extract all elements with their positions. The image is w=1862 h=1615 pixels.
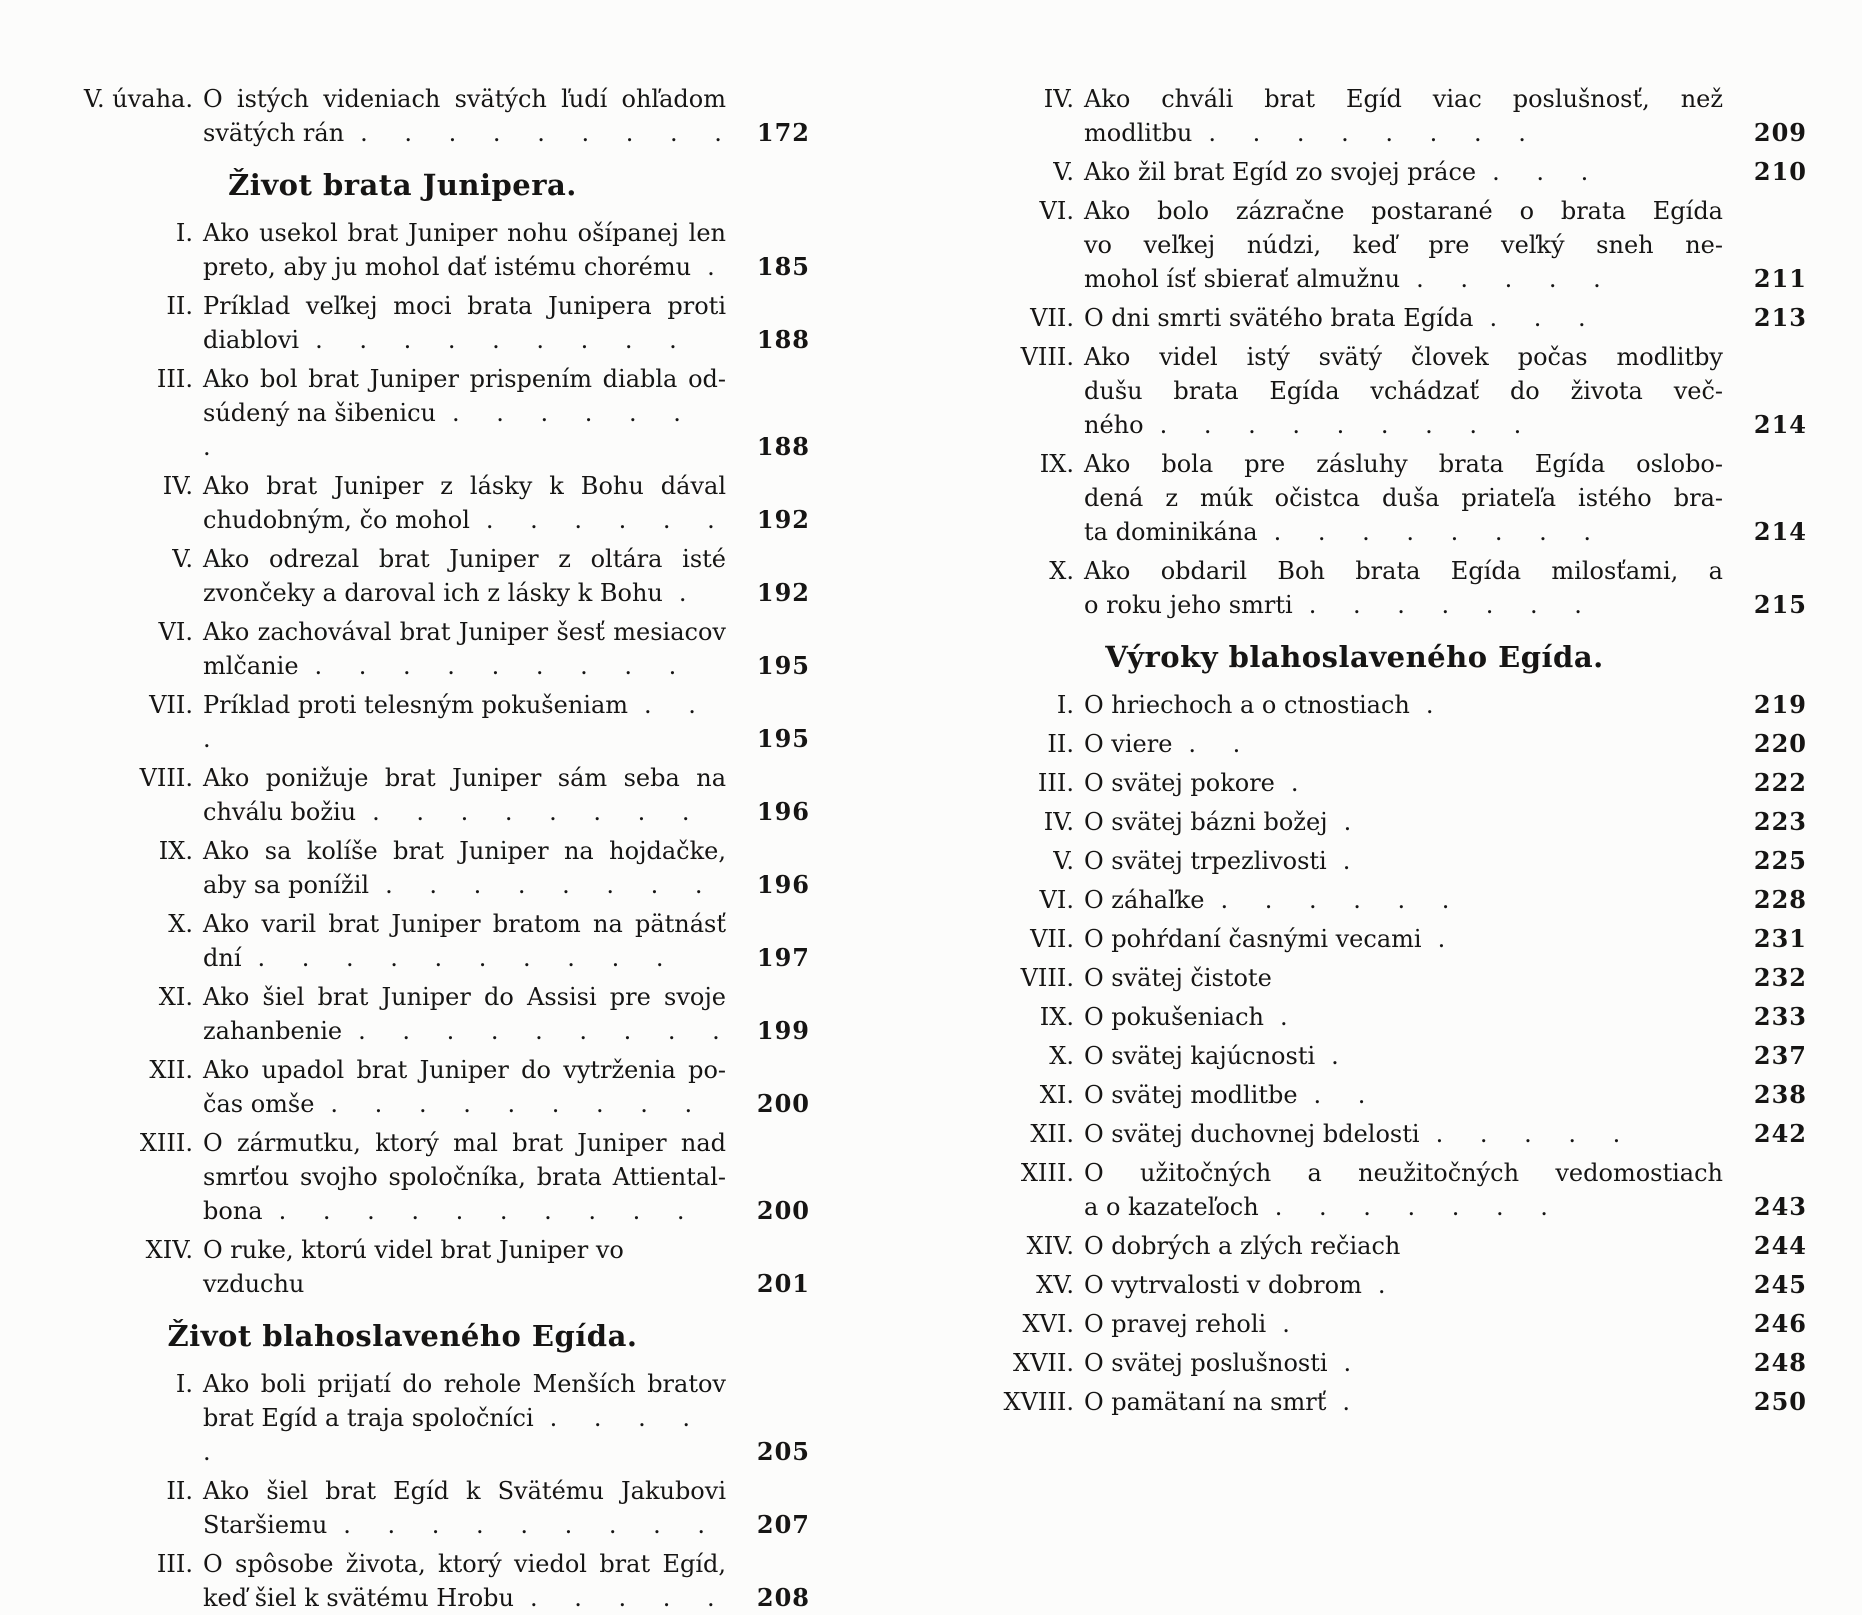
dot-leader: . . . . . . . . .	[314, 652, 678, 680]
toc-entry	[982, 805, 1807, 839]
entry-number: VII.	[1030, 304, 1074, 332]
entry-text-line: O dni smrti svätého brata Egída . . .	[1084, 304, 1587, 332]
page-number: 195	[756, 724, 810, 753]
dot-leader: . . . . . . . . .	[343, 1511, 706, 1539]
dot-leader: . .	[1188, 730, 1242, 758]
page-number: 208	[756, 1583, 810, 1612]
entry-text	[1084, 554, 1723, 622]
toc-entry	[982, 1156, 1807, 1224]
toc-entry	[982, 844, 1807, 878]
entry-text-line: O hriechoch a o ctnostiach .	[1084, 691, 1435, 719]
page-number: 172	[756, 118, 810, 147]
entry-number: I.	[175, 219, 193, 247]
entry-number: III.	[156, 365, 193, 393]
entry-number: IX.	[1039, 450, 1074, 478]
toc-entry	[982, 1268, 1807, 1302]
entry-text-line: Staršiemu . . . . . . . . .	[203, 1511, 706, 1539]
entry-text-line: keď šiel k svätému Hrobu . . . . .	[203, 1584, 716, 1612]
dot-leader: . . . . . . . .	[1208, 119, 1527, 147]
entry-text-line: O viere . .	[1084, 730, 1242, 758]
entry-number: III.	[1037, 769, 1074, 797]
dot-leader: . . . . . . . . . .	[257, 944, 665, 972]
entry-number: XIV.	[1026, 1232, 1074, 1260]
entry-text-line: Ako sa kolíše brat Juniper na hojdačke,	[203, 837, 726, 865]
entry-text	[1084, 883, 1723, 917]
entry-text-line: Ako videl istý svätý človek počas modlitby	[1084, 343, 1723, 371]
entry-text	[203, 542, 726, 610]
toc-entry	[982, 301, 1807, 335]
entry-text	[203, 1126, 726, 1228]
entry-number: II.	[166, 1477, 193, 1505]
dot-leader: . . . . . . . .	[1273, 518, 1593, 546]
dot-leader: .	[1343, 1349, 1353, 1377]
toc-entry	[982, 1307, 1807, 1341]
entry-text	[203, 362, 726, 464]
dot-leader: . . . . . . . . .	[315, 326, 678, 354]
entry-text-line: zahanbenie . . . . . . . . .	[203, 1017, 721, 1045]
entry-text	[1084, 1000, 1723, 1034]
page-number: 195	[756, 651, 810, 680]
page-number: 188	[756, 432, 810, 461]
dot-leader: .	[1282, 1310, 1291, 1338]
entry-number: XVIII.	[1003, 1388, 1074, 1416]
entry-number: VI.	[1039, 886, 1074, 914]
entry-text-line: Príklad proti telesným pokušeniam . . .	[203, 691, 697, 753]
entry-number: II.	[166, 292, 193, 320]
entry-text-line: O svätej pokore .	[1084, 769, 1300, 797]
entry-text-line: Ako bola pre zásluhy brata Egída oslobo-	[1084, 450, 1723, 478]
entry-text-line: O istých videniach svätých ľudí ohľadom	[203, 85, 726, 113]
entry-text	[203, 615, 726, 683]
dot-leader: .	[1331, 1042, 1340, 1070]
section-heading: Výroky blahoslaveného Egída.	[1105, 640, 1604, 674]
dot-leader: . . . . . . . . .	[358, 1017, 721, 1045]
toc-entry	[55, 216, 810, 284]
entry-text	[203, 469, 726, 537]
entry-text-line: Ako bolo zázračne postarané o brata Egída	[1084, 197, 1723, 225]
entry-text-line: O svätej trpezlivosti .	[1084, 847, 1352, 875]
entry-text-line: chválu božiu . . . . . . . .	[203, 798, 691, 826]
dot-leader: . . . . . . . . .	[1159, 411, 1523, 439]
page-number: 196	[756, 797, 810, 826]
entry-number: X.	[1049, 557, 1074, 585]
entry-text-line: diablovi . . . . . . . . .	[203, 326, 678, 354]
toc-entry	[982, 340, 1807, 442]
entry-text-line: dní . . . . . . . . . .	[203, 944, 665, 972]
entry-text	[1084, 1117, 1723, 1151]
entry-text	[1084, 1346, 1723, 1380]
toc-entry	[55, 1126, 810, 1228]
dot-leader: .	[1437, 925, 1447, 953]
page-number: 219	[1753, 690, 1807, 719]
dot-leader: . . . . . . . .	[385, 871, 704, 899]
entry-text	[203, 82, 726, 150]
toc-entry	[982, 727, 1807, 761]
entry-text	[203, 289, 726, 357]
toc-entry	[982, 554, 1807, 622]
entry-text	[203, 1367, 726, 1469]
dot-leader: . . . . . . . . .	[330, 1090, 694, 1118]
entry-number: VIII.	[1020, 964, 1074, 992]
entry-text-line: brat Egíd a traja spoločníci . . . . .	[203, 1404, 692, 1466]
page-number: 209	[1753, 118, 1807, 147]
page-number: 188	[756, 325, 810, 354]
entry-number: II.	[1047, 730, 1074, 758]
page-number: 214	[1753, 410, 1807, 439]
dot-leader: . . .	[203, 691, 697, 753]
page-number: 220	[1753, 729, 1807, 758]
toc-entry	[982, 1346, 1807, 1380]
page-number: 222	[1753, 768, 1807, 797]
entry-text-line: preto, aby ju mohol dať istému chorému .	[203, 253, 716, 281]
entry-text-line: dušu brata Egída vchádzať do života več-	[1084, 377, 1723, 405]
entry-text-line: Ako upadol brat Juniper do vytrženia po-	[203, 1056, 726, 1084]
toc-entry	[982, 1385, 1807, 1419]
entry-text-line: a o kazateľoch . . . . . . .	[1084, 1193, 1549, 1221]
entry-text	[1084, 194, 1723, 296]
entry-number: V. úvaha.	[83, 85, 193, 113]
entry-number: XIII.	[139, 1129, 193, 1157]
entry-number: VI.	[158, 618, 193, 646]
entry-text-line: modlitbu . . . . . . . .	[1084, 119, 1527, 147]
page-number: 237	[1753, 1041, 1807, 1070]
entry-text	[1084, 1156, 1723, 1224]
entry-text-line: bona . . . . . . . . . .	[203, 1197, 686, 1225]
entry-number: VI.	[1039, 197, 1074, 225]
dot-leader: . . .	[1489, 304, 1587, 332]
dot-leader: .	[1377, 1271, 1387, 1299]
entry-number: IV.	[1043, 808, 1074, 836]
entry-text-line: O záhaľke . . . . . .	[1084, 886, 1451, 914]
entry-text-line: O pravej reholi .	[1084, 1310, 1291, 1338]
toc-entry	[982, 155, 1807, 189]
entry-number: IV.	[1043, 85, 1074, 113]
entry-number: VII.	[1030, 925, 1074, 953]
page-number: 214	[1753, 517, 1807, 546]
entry-text-line: O svätej čistote	[1084, 964, 1272, 992]
toc-entry	[55, 615, 810, 683]
entry-text-line: Ako usekol brat Juniper nohu ošípanej len	[203, 219, 726, 247]
entry-text-line: O svätej bázni božej .	[1084, 808, 1353, 836]
entry-text-line: čas omše . . . . . . . . .	[203, 1090, 694, 1118]
dot-leader: .	[1425, 691, 1435, 719]
entry-text-line: dená z múk očistca duša priateľa istého bra-	[1084, 484, 1723, 512]
entry-text-line: Ako bol brat Juniper prispením diabla od-	[203, 365, 726, 393]
entry-text	[1084, 340, 1723, 442]
entry-text	[1084, 1307, 1723, 1341]
entry-text-line: O pokušeniach .	[1084, 1003, 1289, 1031]
entry-text	[1084, 961, 1723, 995]
toc-entry	[982, 1000, 1807, 1034]
toc-entry	[982, 883, 1807, 917]
toc-entry	[55, 469, 810, 537]
entry-number: XI.	[158, 983, 193, 1011]
entry-text-line: Ako žil brat Egíd zo svojej práce . . .	[1084, 158, 1590, 186]
toc-entry	[55, 907, 810, 975]
entry-text-line: O spôsobe života, ktorý viedol brat Egíd,	[203, 1550, 726, 1578]
page-number: 231	[1753, 924, 1807, 953]
entry-text	[1084, 82, 1723, 150]
entry-text	[1084, 1039, 1723, 1073]
entry-text	[203, 688, 726, 756]
entry-number: III.	[156, 1550, 193, 1578]
page-number: 192	[756, 505, 810, 534]
dot-leader: .	[678, 579, 688, 607]
toc-entry	[982, 1117, 1807, 1151]
dot-leader: . . . . . . .	[1308, 591, 1583, 619]
page-number: 200	[756, 1196, 810, 1225]
entry-number: VIII.	[1020, 343, 1074, 371]
entry-text-line: O svätej kajúcnosti .	[1084, 1042, 1340, 1070]
page-number: 243	[1753, 1192, 1807, 1221]
entry-number: VII.	[149, 691, 193, 719]
page-number: 215	[1753, 590, 1807, 619]
entry-text	[1084, 805, 1723, 839]
entry-number: I.	[175, 1370, 193, 1398]
toc-entry	[55, 1233, 810, 1301]
dot-leader: . . . . . . . . .	[360, 119, 723, 147]
dot-leader: . . . . .	[1416, 265, 1602, 293]
entry-text-line: O pamätaní na smrť .	[1084, 1388, 1351, 1416]
entry-text-line: ného . . . . . . . . .	[1084, 411, 1523, 439]
entry-text-line: Príklad veľkej moci brata Junipera proti	[203, 292, 726, 320]
entry-text	[1084, 727, 1723, 761]
entry-text-line: Ako boli prijatí do rehole Menších bratov	[203, 1370, 726, 1398]
entry-text-line: Ako brat Juniper z lásky k Bohu dával	[203, 472, 726, 500]
page-number: 192	[756, 578, 810, 607]
entry-number: XV.	[1036, 1271, 1074, 1299]
toc-entry	[982, 82, 1807, 150]
entry-text	[203, 1547, 726, 1615]
entry-text-line: Ako varil brat Juniper bratom na pätnásť	[203, 910, 726, 938]
toc-column-left	[55, 82, 810, 1612]
entry-number: V.	[172, 545, 193, 573]
toc-entry	[55, 980, 810, 1048]
toc-entry	[55, 362, 810, 464]
entry-text	[1084, 301, 1723, 335]
entry-text-line: o roku jeho smrti . . . . . . .	[1084, 591, 1583, 619]
toc-entry	[55, 1367, 810, 1469]
page-number: 210	[1753, 157, 1807, 186]
entry-text	[1084, 155, 1723, 189]
entry-text	[203, 1233, 726, 1301]
page-number: 242	[1753, 1119, 1807, 1148]
page-number: 232	[1753, 963, 1807, 992]
entry-number: X.	[1049, 1042, 1074, 1070]
entry-number: IV.	[162, 472, 193, 500]
dot-leader: .	[1290, 769, 1300, 797]
entry-text	[1084, 844, 1723, 878]
dot-leader: . . . . . .	[1220, 886, 1451, 914]
page-number: 223	[1753, 807, 1807, 836]
entry-text	[203, 834, 726, 902]
page-number: 248	[1753, 1348, 1807, 1377]
dot-leader: .	[1342, 847, 1352, 875]
entry-number: XI.	[1039, 1081, 1074, 1109]
entry-text-line: O pohŕdaní časnými vecami .	[1084, 925, 1447, 953]
page-number: 185	[756, 252, 810, 281]
page-number: 233	[1753, 1002, 1807, 1031]
entry-text-line: O dobrých a zlých rečiach	[1084, 1232, 1401, 1260]
entry-text-line: Ako odrezal brat Juniper z oltára isté	[203, 545, 726, 573]
toc-entry	[55, 542, 810, 610]
toc-entry	[55, 1053, 810, 1121]
toc-entry	[55, 1474, 810, 1542]
page-number: 199	[756, 1016, 810, 1045]
page-number: 211	[1753, 264, 1807, 293]
entry-text-line: O ruke, ktorú videl brat Juniper vo vzduchu	[203, 1236, 624, 1298]
entry-number: XII.	[149, 1056, 193, 1084]
entry-text-line: O svätej modlitbe . .	[1084, 1081, 1367, 1109]
toc-column-right	[982, 82, 1807, 1500]
entry-number: XVI.	[1022, 1310, 1074, 1338]
toc-entry	[982, 1039, 1807, 1073]
dot-leader: .	[1342, 1388, 1351, 1416]
dot-leader: .	[1279, 1003, 1289, 1031]
entry-text	[1084, 447, 1723, 549]
page-number: 201	[756, 1269, 810, 1298]
toc-entry	[55, 834, 810, 902]
entry-text-line: O užitočných a neužitočných vedomostiach	[1084, 1159, 1723, 1187]
entry-text-line: O vytrvalosti v dobrom .	[1084, 1271, 1387, 1299]
toc-entry	[982, 922, 1807, 956]
entry-number: XII.	[1030, 1120, 1074, 1148]
entry-text-line: mlčanie . . . . . . . . .	[203, 652, 678, 680]
entry-number: XIII.	[1020, 1159, 1074, 1187]
entry-text	[1084, 766, 1723, 800]
entry-text-line: Ako zachovával brat Juniper šesť mesiacov	[203, 618, 726, 646]
entry-text-line: ta dominikána . . . . . . . .	[1084, 518, 1593, 546]
page-number: 238	[1753, 1080, 1807, 1109]
toc-entry	[982, 447, 1807, 549]
entry-text	[1084, 1268, 1723, 1302]
entry-number: V.	[1053, 847, 1074, 875]
entry-text-line: vo veľkej núdzi, keď pre veľký sneh ne-	[1084, 231, 1723, 259]
dot-leader: . .	[1313, 1081, 1367, 1109]
entry-text	[1084, 1385, 1723, 1419]
page-number: 196	[756, 870, 810, 899]
toc-entry	[982, 194, 1807, 296]
dot-leader: . . . . . . .	[1274, 1193, 1549, 1221]
entry-text-line: chudobným, čo mohol . . . . . .	[203, 506, 716, 534]
entry-text	[1084, 688, 1723, 722]
entry-number: VIII.	[139, 764, 193, 792]
page-number: 245	[1753, 1270, 1807, 1299]
section-heading: Život blahoslaveného Egída.	[167, 1319, 638, 1353]
toc-entry	[55, 1547, 810, 1615]
entry-number: IX.	[1039, 1003, 1074, 1031]
dot-leader: . . . . .	[1435, 1120, 1622, 1148]
toc-entry	[982, 961, 1807, 995]
entry-number: XIV.	[145, 1236, 193, 1264]
page-number: 207	[756, 1510, 810, 1539]
dot-leader: . . . . . . . . . .	[278, 1197, 686, 1225]
dot-leader: .	[707, 253, 716, 281]
toc-entry	[55, 82, 810, 150]
page-number: 228	[1753, 885, 1807, 914]
toc-entry	[55, 688, 810, 756]
entry-text-line: Ako chváli brat Egíd viac poslušnosť, než	[1084, 85, 1723, 113]
entry-number: V.	[1053, 158, 1074, 186]
page-number: 225	[1753, 846, 1807, 875]
entry-text-line: Ako obdaril Boh brata Egída milosťami, a	[1084, 557, 1723, 585]
page-number: 205	[756, 1437, 810, 1466]
dot-leader: . . .	[1492, 158, 1590, 186]
entry-text	[203, 761, 726, 829]
entry-text-line: O zármutku, ktorý mal brat Juniper nad	[203, 1129, 726, 1157]
toc-entry	[982, 1229, 1807, 1263]
page-number: 246	[1753, 1309, 1807, 1338]
page-number: 200	[756, 1089, 810, 1118]
entry-text-line: O svätej duchovnej bdelosti . . . . .	[1084, 1120, 1622, 1148]
entry-text-line: svätých rán . . . . . . . . .	[203, 119, 723, 147]
entry-text	[203, 216, 726, 284]
entry-text-line: Ako šiel brat Egíd k Svätému Jakubovi	[203, 1477, 726, 1505]
toc-entry	[55, 289, 810, 357]
entry-text	[1084, 1078, 1723, 1112]
entry-text	[203, 1053, 726, 1121]
entry-text-line: súdený na šibenicu . . . . . . .	[203, 399, 682, 461]
dot-leader: . . . . . .	[485, 506, 716, 534]
entry-text-line: Ako ponižuje brat Juniper sám seba na	[203, 764, 726, 792]
page-number: 213	[1753, 303, 1807, 332]
entry-number: I.	[1056, 691, 1074, 719]
entry-number: IX.	[158, 837, 193, 865]
entry-text	[1084, 922, 1723, 956]
dot-leader: .	[1343, 808, 1353, 836]
toc-entry	[55, 761, 810, 829]
entry-text	[203, 980, 726, 1048]
entry-text-line: O svätej poslušnosti .	[1084, 1349, 1353, 1377]
toc-entry	[982, 1078, 1807, 1112]
entry-text	[203, 907, 726, 975]
dot-leader: . . . . . . . .	[372, 798, 691, 826]
page-number: 197	[756, 943, 810, 972]
page-number: 244	[1753, 1231, 1807, 1260]
entry-text-line: zvončeky a daroval ich z lásky k Bohu .	[203, 579, 688, 607]
entry-number: X.	[168, 910, 193, 938]
toc-entry	[982, 766, 1807, 800]
entry-text-line: Ako šiel brat Juniper do Assisi pre svoje	[203, 983, 726, 1011]
dot-leader: . . . . .	[529, 1584, 716, 1612]
dot-leader: . . . . .	[203, 1404, 692, 1466]
toc-entry	[982, 688, 1807, 722]
entry-text-line: smrťou svojho spoločníka, brata Attiental-	[203, 1163, 726, 1191]
page-number: 250	[1753, 1387, 1807, 1416]
entry-number: XVII.	[1012, 1349, 1074, 1377]
entry-text-line: aby sa ponížil . . . . . . . .	[203, 871, 704, 899]
entry-text-line: mohol ísť sbierať almužnu . . . . .	[1084, 265, 1602, 293]
dot-leader: . . . . . . .	[203, 399, 682, 461]
entry-text	[203, 1474, 726, 1542]
section-heading: Život brata Junipera.	[228, 168, 577, 202]
entry-text	[1084, 1229, 1723, 1263]
